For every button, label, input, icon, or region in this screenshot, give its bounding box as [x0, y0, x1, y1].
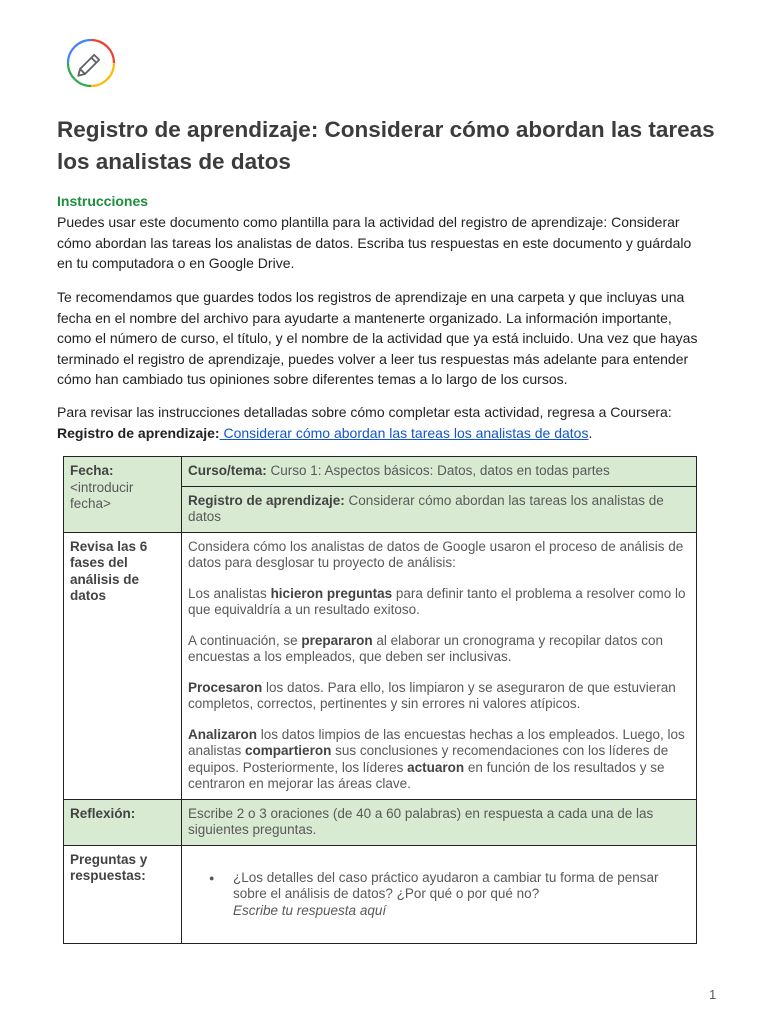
- list-item: [233, 870, 690, 920]
- fecha-label: Fecha:: [70, 463, 114, 478]
- curso-cell: [182, 457, 697, 487]
- table-row: [64, 457, 697, 487]
- period-text: .: [588, 424, 593, 441]
- reflexion-value-cell: Escribe 2 o 3 oraciones (de 40 a 60 palabras) en respuesta a cada una de las siguientes preguntas.: [182, 799, 697, 845]
- registro-label: Registro de aprendizaje:: [57, 424, 220, 441]
- preguntas-content-cell: [182, 845, 697, 944]
- answer-1-field[interactable]: Escribe tu respuesta aquí: [233, 902, 387, 918]
- reflexion-label: Reflexión:: [70, 805, 136, 821]
- table-row: [64, 532, 697, 799]
- fases-intro: Considera cómo los analistas de datos de Google usaron el proceso de análisis de datos para desglosar tu proyecto de análisis:: [188, 538, 684, 570]
- fase-procesar: Procesaron los datos. Para ello, los limpiaron y se aseguraron de que estuvieran completos, correctos, pertinentes y sin errores ni valores atípicos.: [188, 679, 676, 711]
- instructions-paragraph-2: Te recomendamos que guardes todos los registros de aprendizaje en una carpeta y que incluyas una fecha en el nombre del archivo para ayudarte a mantenerte organizado. La información importante, como el número de curso, el título, y el nombre de la actividad que ya está incluido. Una vez que hayas terminado el registro de aprendizaje, puedes volver a leer tus respuestas más adelante para entender cómo han cambiado tus opiniones sobre diferentes temas a lo largo de los cursos.: [57, 289, 698, 387]
- preguntas-label: Preguntas y respuestas:: [70, 851, 148, 883]
- learning-log-table: [63, 456, 697, 944]
- curso-label: Curso/tema:: [188, 463, 267, 478]
- fases-label-cell: [64, 532, 182, 799]
- fecha-cell[interactable]: [64, 457, 182, 533]
- preguntas-label-cell: [64, 845, 182, 944]
- registro-cell-label: Registro de aprendizaje:: [188, 492, 345, 508]
- fases-label: Revisa las 6 fases del análisis de datos: [70, 538, 148, 603]
- fase-preparar: A continuación, se prepararon al elaborar un cronograma y recopilar datos con encuestas a los empleados, que deben ser inclusivas.: [188, 632, 664, 664]
- question-1: ¿Los detalles del caso práctico ayudaron a cambiar tu forma de pensar sobre el análisis de datos? ¿Por qué o por qué no?: [233, 869, 659, 901]
- table-row: [64, 799, 697, 845]
- instructions-paragraph-3: [57, 402, 707, 443]
- registro-cell: [182, 486, 697, 532]
- fecha-input[interactable]: <introducir fecha>: [70, 479, 134, 511]
- instructions-paragraph-1: Puedes usar este documento como plantilla para la actividad del registro de aprendizaje: Considerar cómo abordan las tareas los analistas de datos. Escriba tus respuestas en este documento y guárdalo en tu computadora o en Google Drive.: [57, 214, 692, 271]
- page-number: 1: [709, 987, 717, 1002]
- instructions-heading: Instrucciones: [57, 193, 149, 209]
- reflexion-label-cell: [64, 799, 182, 845]
- curso-value: Curso 1: Aspectos básicos: Datos, datos en todas partes: [266, 463, 610, 478]
- coursera-activity-link[interactable]: Considerar cómo abordan las tareas los analistas de datos: [219, 424, 589, 441]
- fases-content-cell: [182, 532, 697, 799]
- coursera-instructions-text: Para revisar las instrucciones detalladas sobre cómo completar esta actividad, regresa a Coursera:: [57, 404, 672, 420]
- table-row: [64, 845, 697, 944]
- fase-preguntar: Los analistas hicieron preguntas para definir tanto el problema a resolver como lo que equivaldría a un resultado exitoso.: [188, 585, 686, 617]
- registro-cell-value: Considerar cómo abordan las tareas los analistas de datos: [188, 492, 664, 524]
- pencil-icon: [66, 38, 116, 88]
- fase-analizar: Analizaron los datos limpios de las encuestas hechas a los empleados. Luego, los analistas compartieron sus conclusiones y recomendaciones con los líderes de equipos. Posteriormente, los líderes actuaron en función de los resultados y se centraron en mejorar las áreas clave.: [188, 726, 685, 791]
- page-title: Registro de aprendizaje: Considerar cómo abordan las tareas los analistas de datos: [57, 117, 715, 174]
- question-list: [188, 870, 690, 920]
